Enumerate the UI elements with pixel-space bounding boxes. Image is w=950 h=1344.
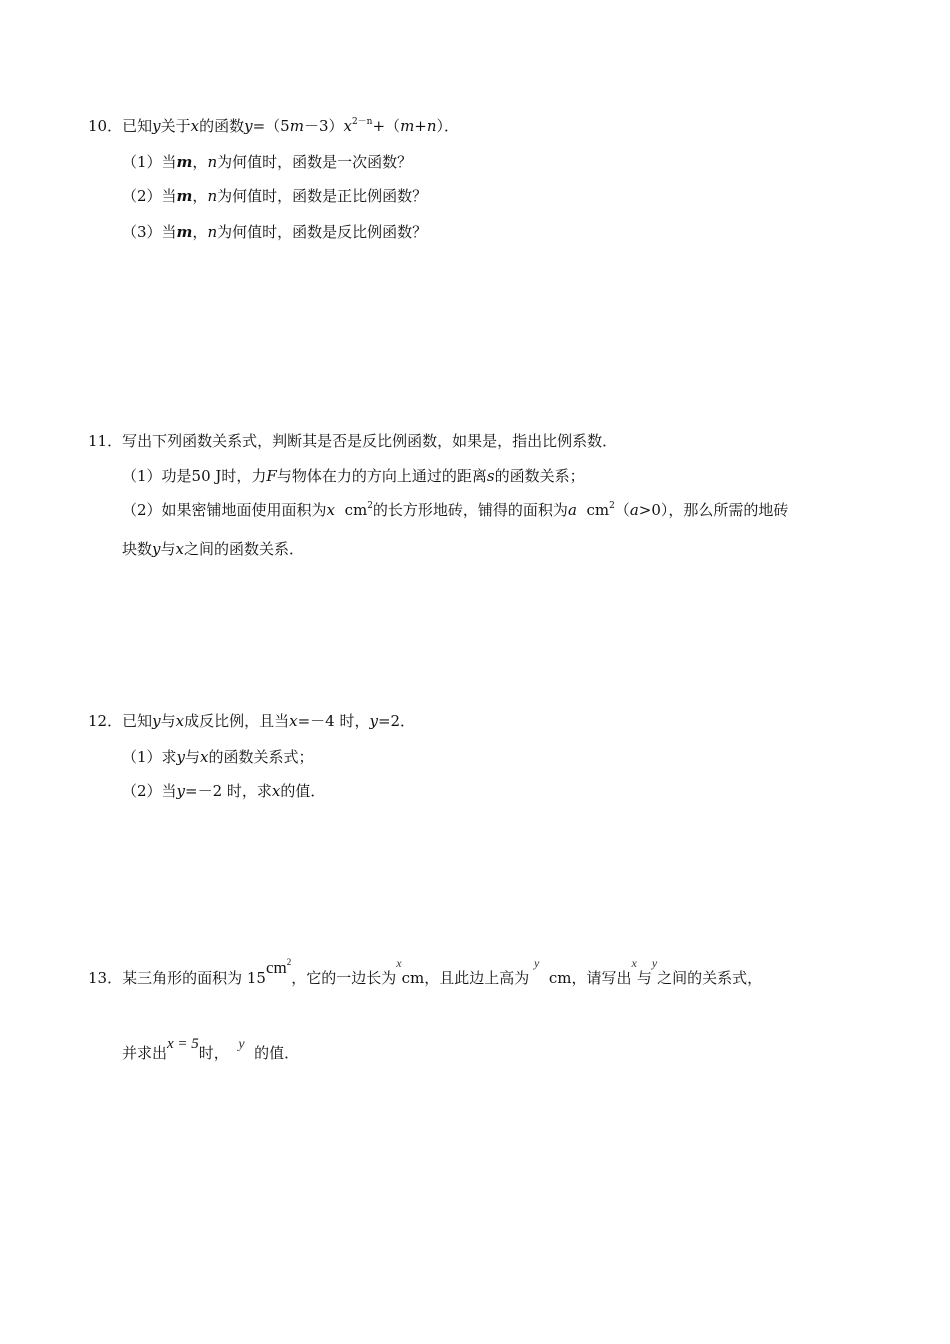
question-13-cont: 并求出x = 5时， y 的值． (122, 1036, 300, 1062)
question-11-stem: 11．写出下列函数关系式，判断其是否是反比例函数，如果是，指出比例系数． (88, 432, 618, 450)
exponent: 2－n (351, 117, 373, 127)
question-12-part-1: （1）求y与x的函数关系式； (122, 748, 314, 766)
question-10-part-3: （3）当m，n为何值时，函数是反比例函数？ (122, 223, 428, 241)
question-12-part-2: （2）当y=－2 时，求x的值． (122, 782, 326, 800)
question-10-part-1: （1）当m，n为何值时，函数是一次函数？ (122, 153, 413, 171)
equation-x-equals-5: x = 5 (167, 1036, 199, 1052)
question-12-stem: 12．已知y与x成反比例，且当x=－4 时，y=2． (88, 712, 416, 730)
unit-cm2: $cm^2$ (265, 957, 292, 977)
question-10-stem: 10．已知y关于x的函数$y=(5m-3)x^{2-n}+(m+n)$． (88, 117, 460, 135)
question-10-part-2: （2）当m，n为何值时，函数是正比例函数？ (122, 187, 428, 205)
question-13-stem: 13．某三角形的面积为 $15cm^2$，它的一边长为$^x$cm，且此边上高为 $^y$ cm，请写出$^x$与$^y$之间的关系式， (88, 956, 763, 987)
question-11-part-2-cont: 块数y与x之间的函数关系． (122, 540, 304, 558)
question-11-part-2: （2）如果密铺地面使用面积为x $cm^2$的长方形地砖，铺得的面积为a $cm^2(a>0)$，那么所需的地砖 (122, 501, 789, 519)
question-11-part-1: （1）功是50 J时，力F与物体在力的方向上通过的距离s的函数关系； (122, 467, 585, 485)
